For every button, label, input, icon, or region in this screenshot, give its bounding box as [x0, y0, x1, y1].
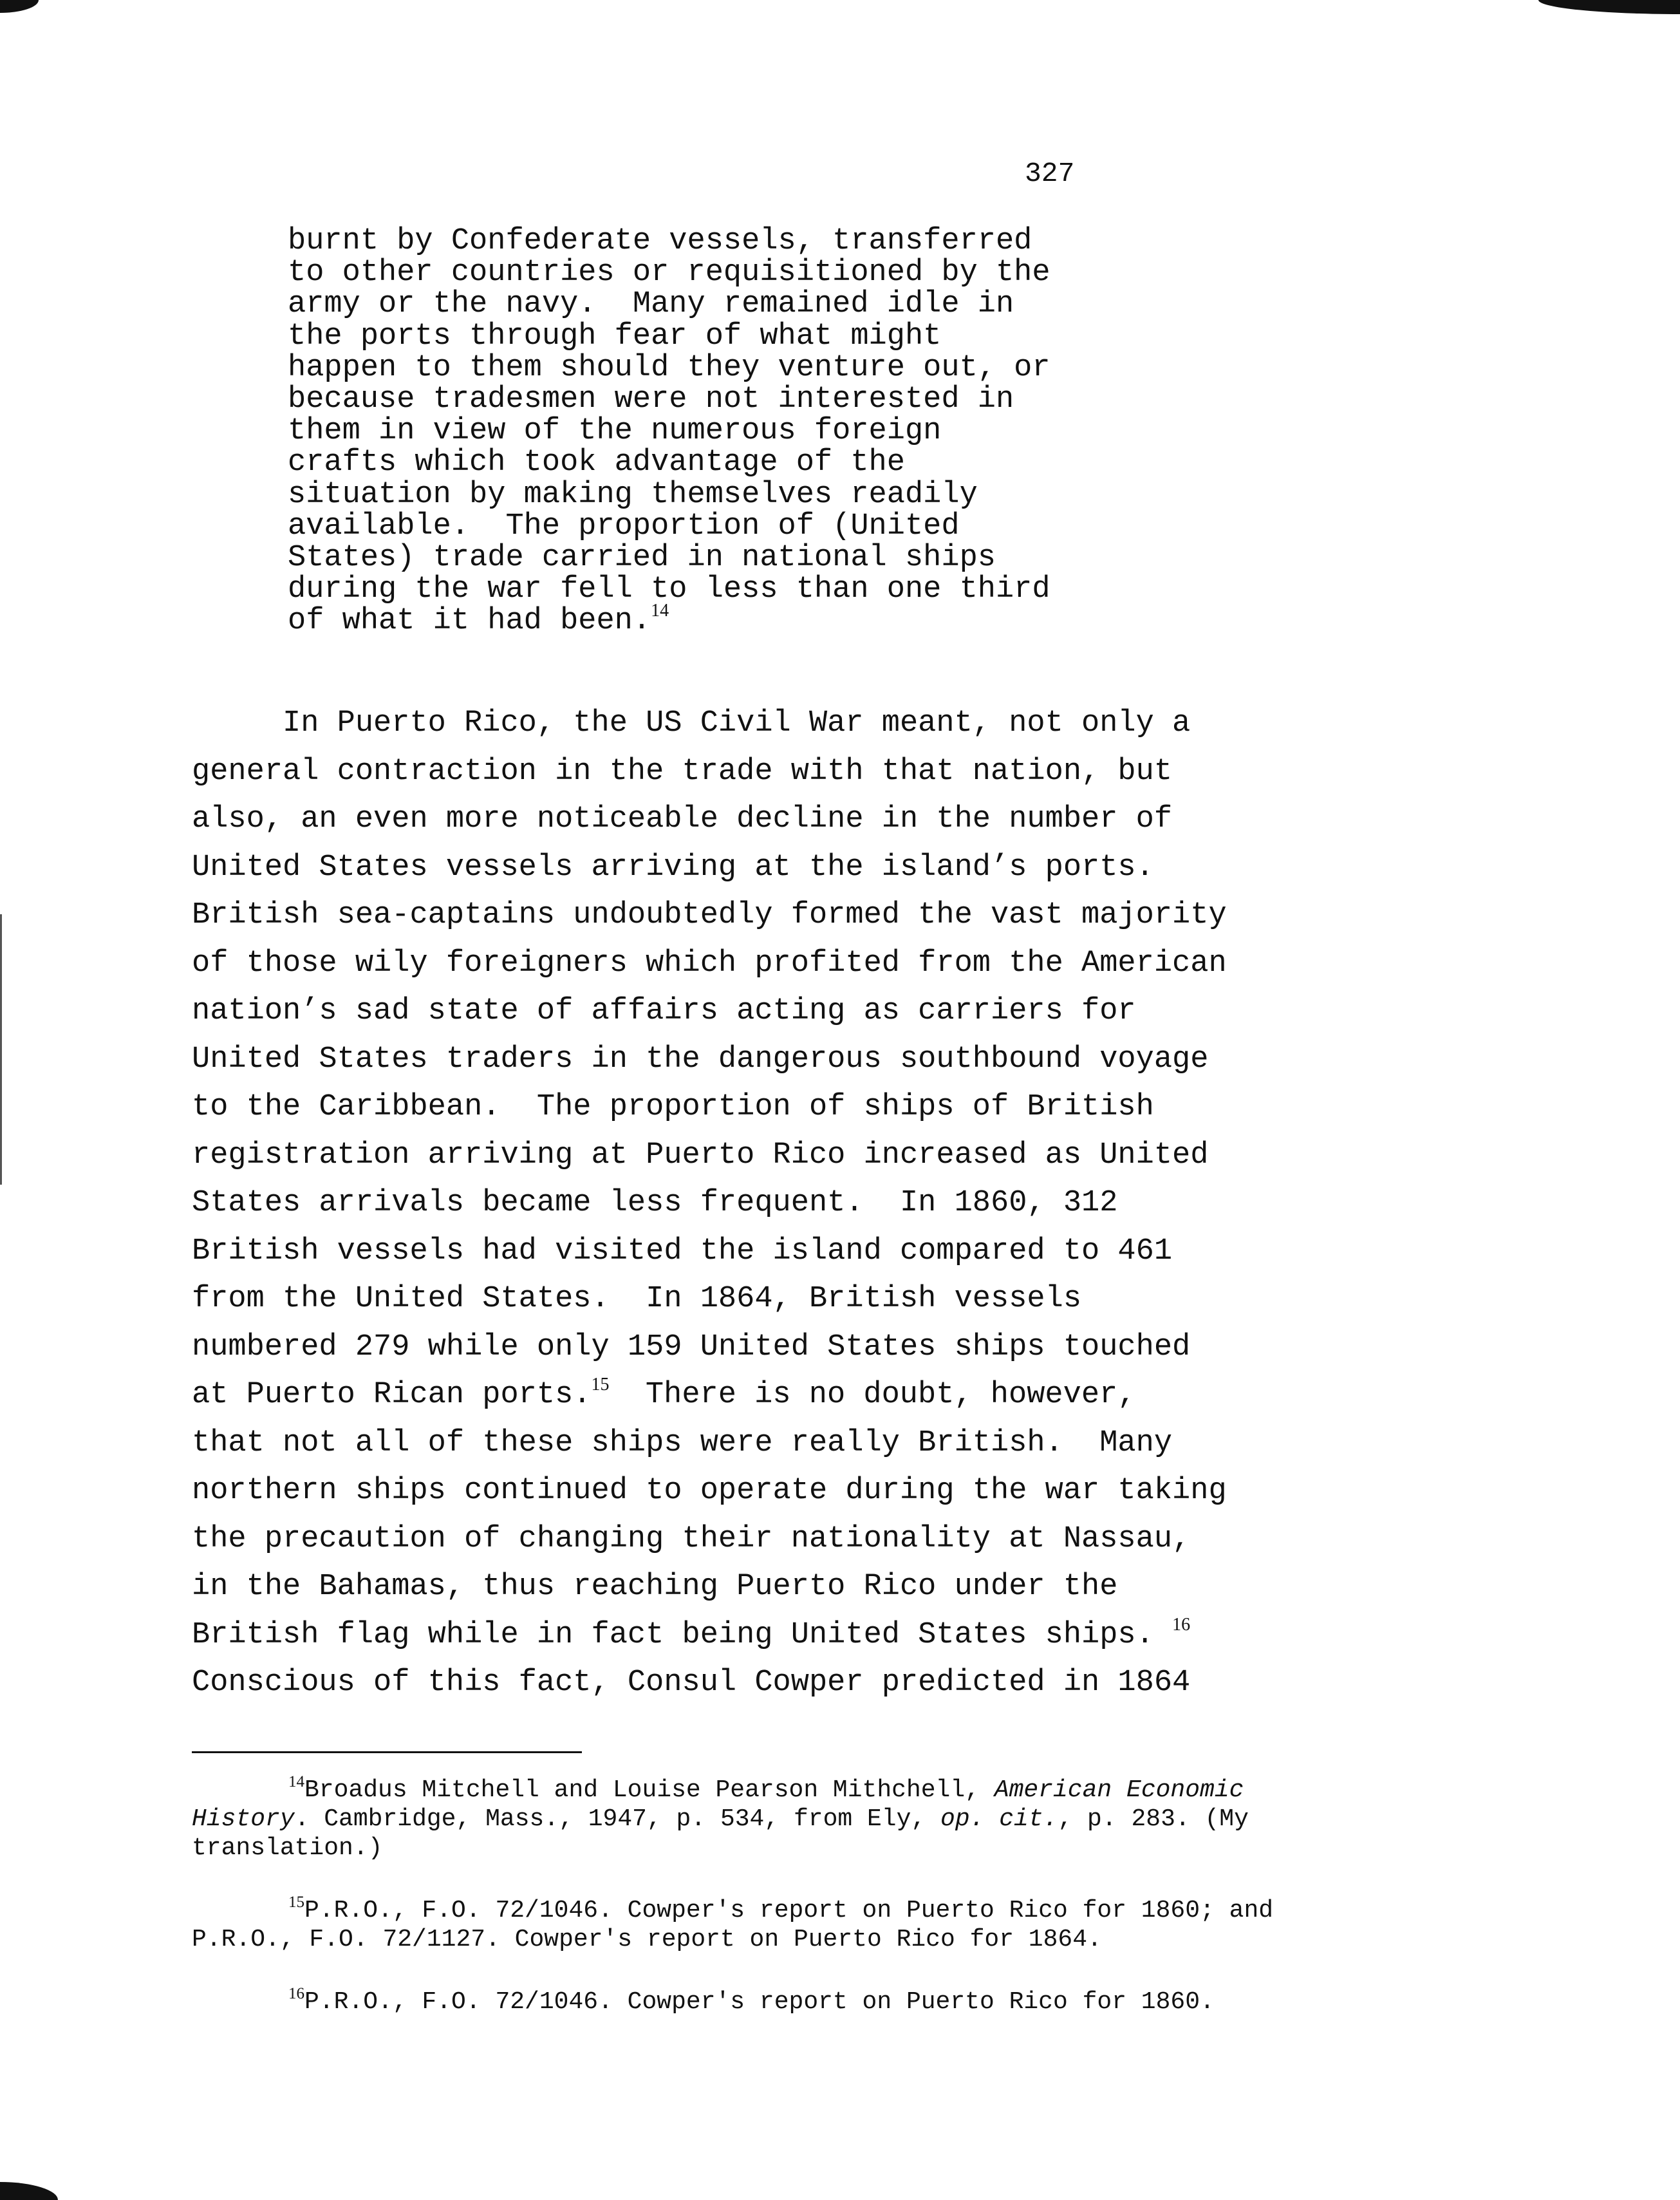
body-line: the precaution of changing their nationality at Nassau,	[192, 1521, 1191, 1556]
footnote-number: 15	[288, 1894, 304, 1911]
scan-edge-mark	[0, 914, 2, 1185]
quote-line: States) trade carried in national ships	[288, 541, 996, 576]
body-line: British vessels had visited the island compared to 461	[192, 1234, 1173, 1268]
quote-line: because tradesmen were not interested in	[288, 382, 1014, 417]
body-line: northern ships continued to operate during the war taking	[192, 1474, 1227, 1508]
body-line: general contraction in the trade with that nation, but	[192, 754, 1173, 789]
footnote-number: 16	[288, 1985, 304, 2002]
footnote-14	[192, 1773, 1325, 1863]
body-line: nation’s sad state of affairs acting as carriers for	[192, 994, 1136, 1028]
body-line: registration arriving at Puerto Rico increased as United	[192, 1138, 1209, 1172]
footnote-15	[192, 1896, 1325, 1954]
body-line: United States vessels arriving at the island’s ports.	[192, 850, 1154, 885]
body-line: States arrivals became less frequent. In 1860, 312	[192, 1186, 1118, 1220]
footnote-title: American Economic History	[192, 1776, 1244, 1833]
body-line	[192, 1612, 1325, 1660]
footnote-text: . Cambridge, Mass., 1947, p. 534, from Ely,	[294, 1805, 941, 1833]
body-line: United States traders in the dangerous southbound voyage	[192, 1042, 1209, 1076]
body-line: British sea-captains undoubtedly formed the vast majority	[192, 898, 1227, 932]
quote-line: happen to them should they venture out, or	[288, 350, 1050, 385]
quote-line: available. The proportion of (United	[288, 509, 960, 543]
quote-line: them in view of the numerous foreign	[288, 414, 942, 449]
quote-line: burnt by Confederate vessels, transferred	[288, 224, 1032, 258]
block-quote	[288, 225, 1163, 637]
scan-corner-top-right	[1538, 0, 1680, 14]
footnote-ref: 14	[651, 601, 669, 621]
body-line-text: There is no doubt, however,	[609, 1378, 1136, 1412]
body-line: In Puerto Rico, the US Civil War meant, not only a	[192, 706, 1191, 740]
quote-line: during the war fell to less than one third	[288, 572, 1050, 607]
scan-corner-top-left	[0, 0, 39, 13]
body-line: from the United States. In 1864, British vessels	[192, 1282, 1082, 1316]
body-line: to the Caribbean. The proportion of ships of British	[192, 1090, 1154, 1124]
scan-corner-bottom-left	[0, 2182, 58, 2200]
quote-line	[288, 601, 1163, 639]
footnotes	[192, 1773, 1325, 2050]
quote-line: to other countries or requisitioned by the	[288, 256, 1050, 290]
body-line: that not all of these ships were really British. Many	[192, 1425, 1173, 1460]
footnote-text: , p. 283. (My translation.)	[192, 1805, 1249, 1862]
footnote-citation: op. cit.	[940, 1805, 1058, 1833]
footnote-ref: 15	[591, 1375, 610, 1395]
body-line: Conscious of this fact, Consul Cowper predicted in 1864	[192, 1666, 1191, 1700]
quote-line: the ports through fear of what might	[288, 319, 942, 353]
body-line: also, an even more noticeable decline in the number of	[192, 802, 1173, 836]
quote-line-text: of what it had been.	[288, 604, 651, 639]
footnote-number: 14	[288, 1773, 304, 1791]
body-line-text: at Puerto Rican ports.	[192, 1378, 592, 1412]
footnote-text: P.R.O., F.O. 72/1046. Cowper's report on Puerto Rico for 1860.	[304, 1988, 1215, 2016]
body-line: of those wily foreigners which profited from the American	[192, 946, 1227, 981]
body-line-text: British flag while in fact being United States ships.	[192, 1617, 1173, 1652]
body-line: numbered 279 while only 159 United States ships touched	[192, 1330, 1191, 1364]
footnote-text: Broadus Mitchell and Louise Pearson Mithchell,	[304, 1776, 994, 1804]
footnote-ref: 16	[1172, 1614, 1191, 1635]
footnote-separator	[192, 1751, 582, 1753]
quote-line: situation by making themselves readily	[288, 477, 978, 512]
quote-line: army or the navy. Many remained idle in	[288, 287, 1014, 322]
quote-line: crafts which took advantage of the	[288, 446, 905, 480]
footnote-16	[192, 1985, 1325, 2017]
page-number: 327	[1025, 158, 1075, 189]
body-line	[192, 1371, 1325, 1420]
body-paragraph	[192, 700, 1325, 1707]
footnote-text: P.R.O., F.O. 72/1046. Cowper's report on Puerto Rico for 1860; and P.R.O., F.O. 72/1127. Cowper's report on Puerto Rico for 1864.	[192, 1897, 1274, 1953]
body-line: in the Bahamas, thus reaching Puerto Rico under the	[192, 1570, 1118, 1604]
